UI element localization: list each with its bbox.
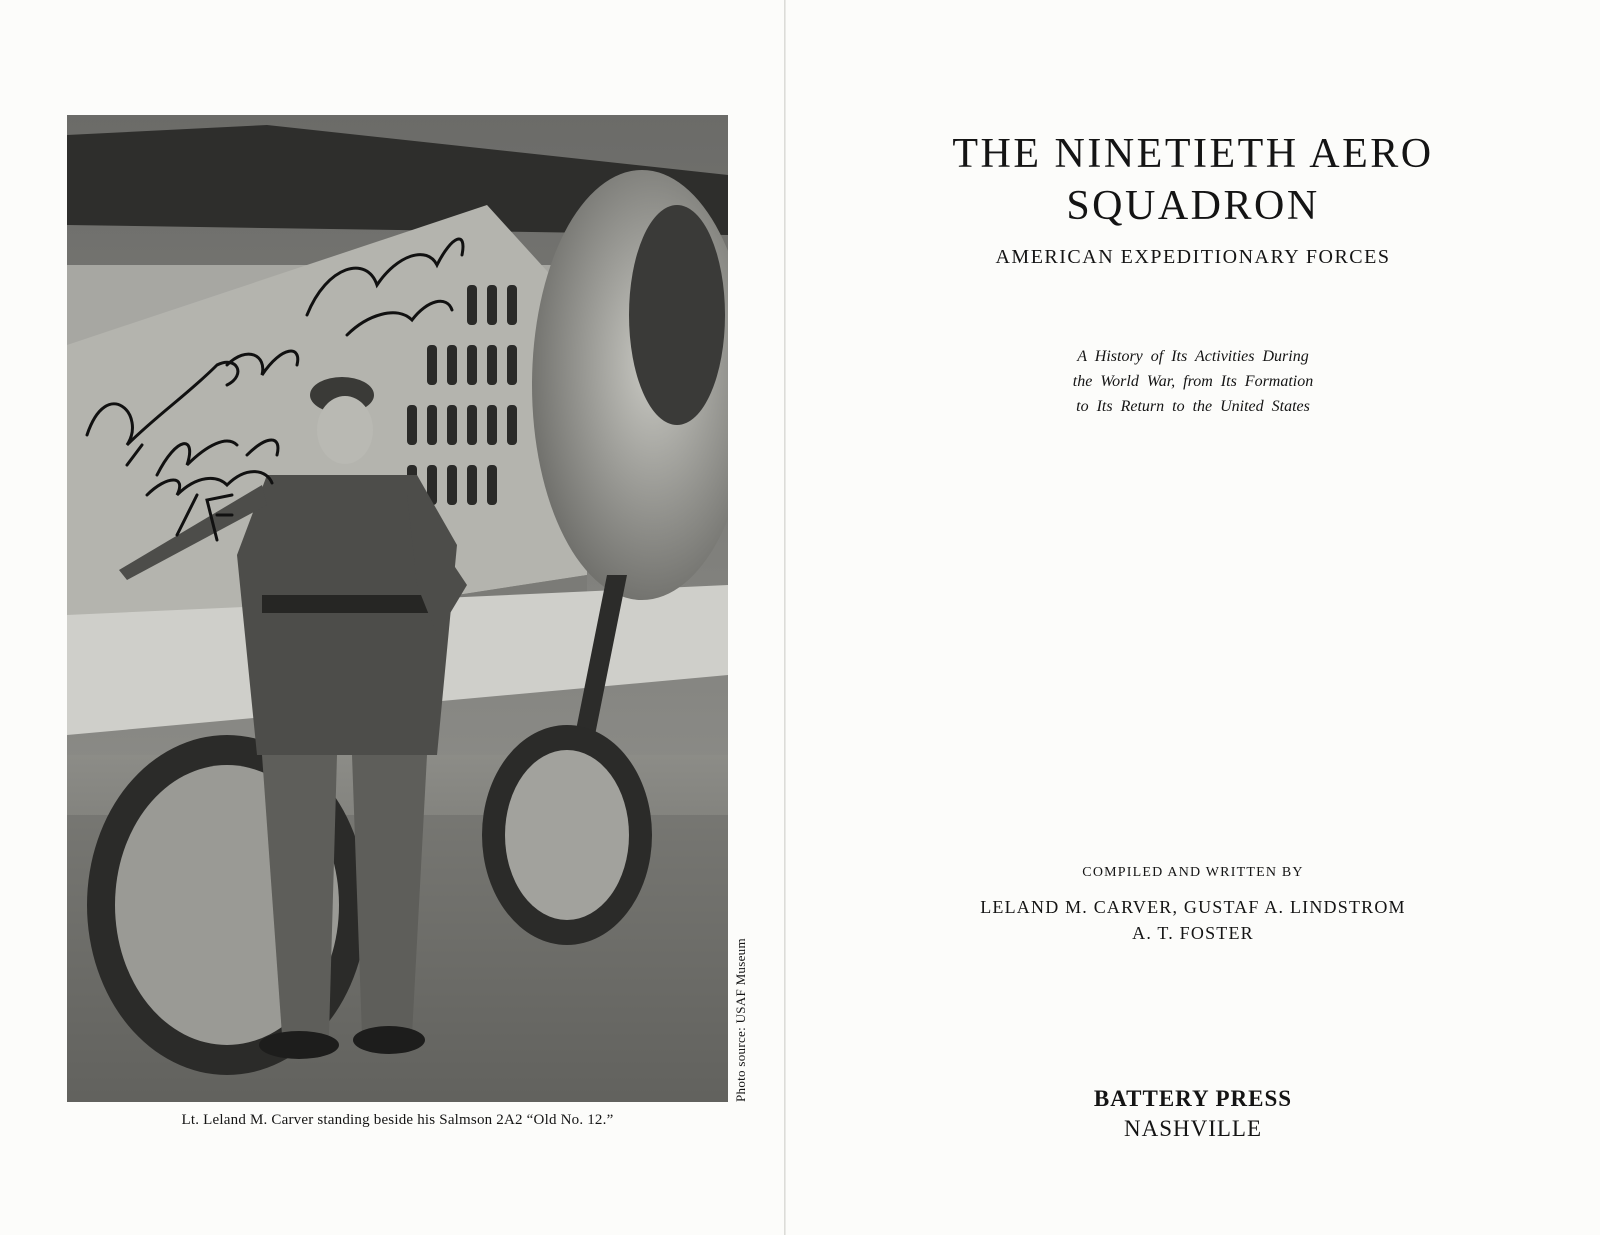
book-subtitle: AMERICAN EXPEDITIONARY FORCES [995,246,1391,268]
description-line-1: A History of Its Activities During [1077,348,1309,365]
book-title-line-1: THE NINETIETH AERO [952,131,1434,177]
book-description [786,344,1600,419]
photo-caption: Lt. Leland M. Carver standing beside his Salmson 2A2 “Old No. 12.” [181,1112,614,1128]
left-page [0,0,784,1235]
author-line-2: A. T. FOSTER [1132,923,1254,943]
book-title [786,128,1600,232]
compiled-by-label: COMPILED AND WRITTEN BY [1082,865,1304,880]
author-list [786,894,1600,946]
title-page [786,0,1600,1235]
photo-credit: Photo source: USAF Museum [733,938,748,1102]
publisher-city: NASHVILLE [1123,1116,1263,1141]
author-line-1: LELAND M. CARVER, GUSTAF A. LINDSTROM [980,897,1406,917]
publisher-name: BATTERY PRESS [1093,1086,1293,1111]
frontispiece-photo [67,115,728,1102]
description-line-2: the World War, from Its Formation [1072,373,1314,390]
description-line-3: to Its Return to the United States [1076,398,1310,415]
book-title-line-2: SQUADRON [1066,183,1320,229]
